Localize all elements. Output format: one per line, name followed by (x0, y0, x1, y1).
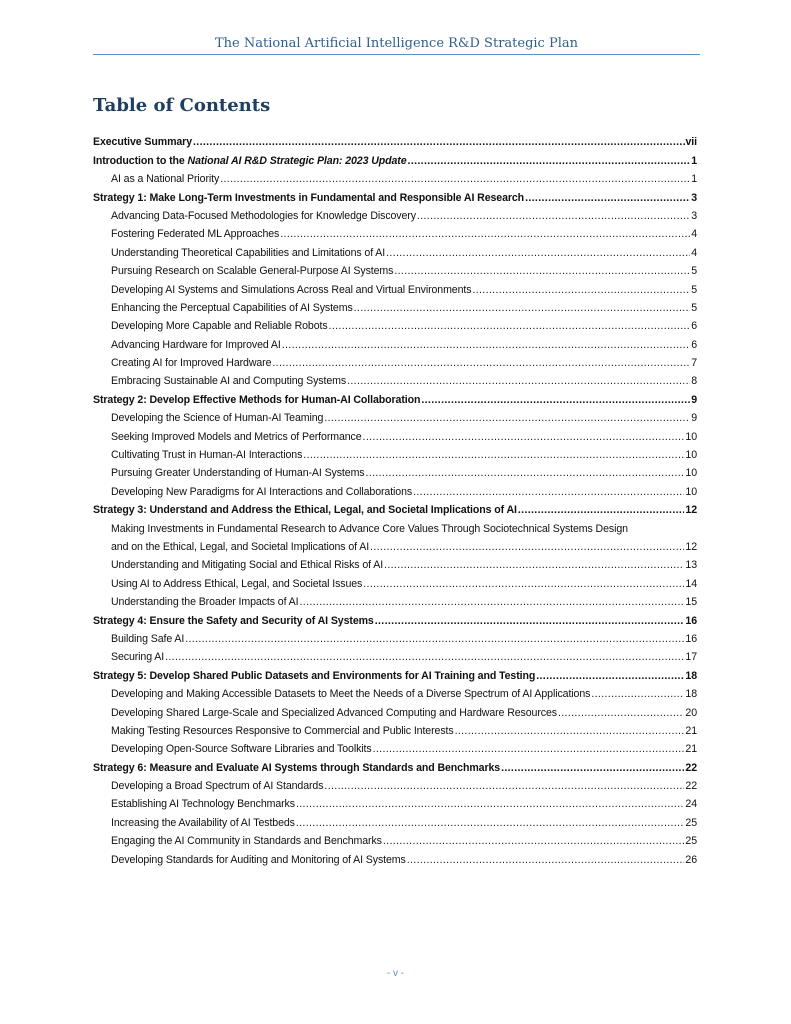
toc-entry-title (111, 449, 302, 461)
toc-entry-title (111, 210, 416, 222)
dot-leader (536, 670, 684, 682)
dot-leader (363, 578, 684, 590)
toc-entry[interactable] (93, 645, 697, 663)
toc-entry-title-part: Understanding Theoretical Capabilities and Limitations of AI (111, 246, 386, 259)
toc-entry[interactable] (93, 829, 697, 847)
toc-entry[interactable] (93, 130, 697, 148)
toc-entry-title-part: Developing a Broad Spectrum of AI Standards (111, 780, 324, 793)
toc-entry-title (111, 835, 382, 847)
dot-leader (282, 339, 690, 351)
toc-page-number: 4 (691, 246, 697, 259)
toc-entry-title-italic: National AI R&D Strategic Plan: 2023 Update (187, 154, 407, 167)
dot-leader (455, 725, 685, 737)
toc-page-number: 3 (691, 209, 697, 222)
dot-leader (421, 394, 690, 406)
toc-entry-title (111, 743, 372, 755)
toc-entry[interactable] (93, 332, 697, 350)
toc-entry-title (111, 302, 353, 314)
toc-page-number: 25 (685, 835, 697, 848)
toc-page-number: vii (685, 136, 697, 149)
toc-entry[interactable] (93, 259, 697, 277)
toc-page-number: 16 (685, 614, 697, 627)
toc-entry-title-part: Understanding the Broader Impacts of AI (111, 596, 299, 609)
toc-entry[interactable] (93, 553, 697, 571)
toc-entry-title-part: Developing More Capable and Reliable Robots (111, 320, 328, 333)
toc-entry-title (111, 265, 393, 277)
dot-leader (394, 265, 690, 277)
toc-entry[interactable] (93, 240, 697, 258)
toc-page-number: 12 (685, 541, 697, 553)
toc-entry[interactable] (93, 847, 697, 865)
toc-entry-title-part: Developing Shared Large-Scale and Specialized Advanced Computing and Hardware Resources (111, 706, 557, 719)
toc-entry-title (111, 688, 590, 700)
dot-leader (354, 302, 691, 314)
toc-page-number: 9 (691, 412, 697, 425)
toc-page-number: 8 (691, 375, 697, 388)
toc-page-number: 10 (685, 430, 697, 443)
toc-entry-title-part: Developing and Making Accessible Datasets to Meet the Needs of a Diverse Spectrum of AI Applications (111, 688, 591, 701)
dot-leader (185, 633, 684, 645)
toc-entry[interactable] (93, 810, 697, 828)
toc-entry[interactable] (93, 277, 697, 295)
dot-leader (324, 412, 690, 424)
toc-entry-title-part: Strategy 6: Measure and Evaluate AI Systems through Standards and Benchmarks (93, 761, 501, 774)
toc-page-number: 4 (691, 228, 697, 241)
toc-entry-title (111, 707, 557, 719)
toc-page-number: 13 (685, 559, 697, 572)
toc-entry-title (111, 633, 184, 645)
dot-leader (558, 707, 684, 719)
toc-entry-title (111, 284, 471, 296)
dot-leader (280, 228, 690, 240)
dot-leader (413, 486, 684, 498)
dot-leader (366, 467, 685, 479)
toc-entry-line-1 (111, 516, 697, 534)
toc-entry-title-part: AI as a National Priority (111, 173, 220, 186)
toc-entry-title (111, 412, 323, 424)
toc-page-number: 18 (685, 669, 697, 682)
dot-leader (384, 559, 684, 571)
toc-entry-title-part: Advancing Data-Focused Methodologies for Knowledge Discovery (111, 209, 416, 222)
toc-entry-title (111, 467, 365, 479)
toc-entry[interactable] (93, 516, 697, 553)
toc-entry-title-part: Developing AI Systems and Simulations Across Real and Virtual Environments (111, 283, 472, 296)
dot-leader (472, 284, 690, 296)
toc-entry[interactable] (93, 737, 697, 755)
toc-page-number: 24 (685, 798, 697, 811)
toc-entry-title-part: Introduction to the (93, 154, 188, 167)
toc-entry-title (111, 375, 346, 387)
dot-leader (591, 688, 684, 700)
toc-entry-title-part: Using AI to Address Ethical, Legal, and Societal Issues (111, 577, 363, 590)
toc-page-number: 10 (685, 449, 697, 462)
running-header-title: The National Artificial Intelligence R&D Strategic Plan (215, 36, 578, 51)
toc-entry[interactable] (93, 387, 697, 405)
dot-leader (347, 375, 690, 387)
dot-leader (501, 762, 684, 774)
toc-page-number: 22 (685, 780, 697, 793)
toc-entry-title (93, 192, 524, 204)
toc-entry-title-part: Pursuing Research on Scalable General-Purpose AI Systems (111, 265, 394, 278)
toc-entry-title (93, 136, 192, 148)
toc-entry-title-part: Establishing AI Technology Benchmarks (111, 798, 295, 811)
toc-entry[interactable] (93, 461, 697, 479)
toc-entry-title (111, 854, 406, 866)
dot-leader (363, 431, 685, 443)
toc-entry[interactable] (93, 479, 697, 497)
toc-page-number: 25 (685, 816, 697, 829)
toc-entry-title (93, 762, 500, 774)
toc-title: Table of Contents (93, 95, 271, 116)
toc-page-number: 15 (685, 596, 697, 609)
dot-leader (296, 798, 684, 810)
dot-leader (193, 136, 685, 148)
toc-page-number: 9 (691, 393, 697, 406)
toc-entry[interactable] (93, 296, 697, 314)
toc-entry[interactable] (93, 627, 697, 645)
toc-entry-title-part: and on the Ethical, Legal, and Societal Implications of AI (111, 541, 370, 553)
toc-entry-title (111, 578, 362, 590)
toc-entry-title-part: Creating AI for Improved Hardware (111, 357, 272, 370)
toc-entry-title (111, 431, 362, 443)
dot-leader (300, 596, 685, 608)
toc-entry-title (111, 780, 323, 792)
toc-page-number: 18 (685, 688, 697, 701)
toc-entry-line-2 (111, 535, 697, 553)
toc-entry[interactable] (93, 351, 697, 369)
toc-entry-title-part: Developing Open-Source Software Libraries and Toolkits (111, 743, 372, 756)
dot-leader (417, 210, 690, 222)
toc-entry-title (111, 228, 279, 240)
toc-entry-title (111, 541, 369, 553)
toc-entry[interactable] (93, 719, 697, 737)
toc-page-number: 5 (691, 283, 697, 296)
toc-entry-title-part: Pursuing Greater Understanding of Human-AI Systems (111, 467, 365, 480)
toc-entry-title (93, 670, 535, 682)
toc-entry-title (111, 247, 385, 259)
toc-entry-title (111, 173, 219, 185)
toc-entry-title (93, 155, 407, 167)
toc-entry-title-part: Embracing Sustainable AI and Computing Systems (111, 375, 347, 388)
toc-entry[interactable] (93, 700, 697, 718)
toc-page-number: 12 (685, 504, 697, 517)
toc-page-number: 6 (691, 338, 697, 351)
toc-entry-title-part: Executive Summary (93, 136, 192, 149)
dot-leader (370, 541, 684, 553)
dot-leader (407, 854, 685, 866)
toc-entry-title (93, 615, 374, 627)
toc-list (93, 130, 697, 866)
toc-page-number: 21 (685, 743, 697, 756)
toc-entry-title-part: Developing New Paradigms for AI Interactions and Collaborations (111, 485, 413, 498)
dot-leader (165, 651, 684, 663)
toc-entry-title-part: Understanding and Mitigating Social and Ethical Risks of AI (111, 559, 384, 572)
dot-leader (272, 357, 690, 369)
toc-page-number: 7 (691, 357, 697, 370)
toc-entry-title-part: Making Testing Resources Responsive to Commercial and Public Interests (111, 724, 454, 737)
toc-entry[interactable] (93, 314, 697, 332)
toc-entry-title (111, 798, 295, 810)
toc-entry-title-part: Building Safe AI (111, 632, 185, 645)
toc-page-number: 10 (685, 467, 697, 480)
toc-entry-title-part: Securing AI (111, 651, 165, 664)
toc-page-number: 1 (691, 173, 697, 186)
toc-entry[interactable] (93, 571, 697, 589)
toc-page-number: 20 (685, 706, 697, 719)
toc-page-number: 10 (685, 485, 697, 498)
toc-entry-title (111, 651, 164, 663)
dot-leader (375, 615, 685, 627)
toc-page-number: 3 (691, 191, 697, 204)
toc-page-number: 26 (685, 853, 697, 866)
toc-entry-title-part: Strategy 4: Ensure the Safety and Security of AI Systems (93, 614, 374, 627)
toc-entry[interactable] (93, 498, 697, 516)
toc-page-number: 22 (685, 761, 697, 774)
toc-entry[interactable] (93, 663, 697, 681)
toc-entry-title-part: Strategy 2: Develop Effective Methods for Human-AI Collaboration (93, 393, 421, 406)
toc-entry[interactable] (93, 590, 697, 608)
toc-entry-title-part: Fostering Federated ML Approaches (111, 228, 280, 241)
toc-entry-title-part: Strategy 5: Develop Shared Public Datasets and Environments for AI Training and Testing (93, 669, 536, 682)
toc-entry-title (111, 357, 271, 369)
toc-entry[interactable] (93, 185, 697, 203)
dot-leader (296, 817, 685, 829)
toc-entry-title-part: Seeking Improved Models and Metrics of Performance (111, 430, 362, 443)
toc-entry-title (111, 725, 454, 737)
dot-leader (303, 449, 684, 461)
toc-entry-title (93, 394, 420, 406)
toc-page-number: 17 (685, 651, 697, 664)
toc-entry-title (111, 339, 281, 351)
dot-leader (324, 780, 684, 792)
toc-entry-title (111, 559, 383, 571)
toc-page-number: 1 (691, 154, 697, 167)
toc-entry-title (111, 817, 295, 829)
toc-entry-title-part: Enhancing the Perceptual Capabilities of AI Systems (111, 301, 353, 314)
toc-entry[interactable] (93, 406, 697, 424)
toc-entry-title-part: Strategy 3: Understand and Address the Ethical, Legal, and Societal Implications of AI (93, 504, 517, 517)
toc-entry-title-part: Engaging the AI Community in Standards and Benchmarks (111, 835, 382, 848)
toc-entry[interactable] (93, 148, 697, 166)
toc-entry-title (111, 596, 299, 608)
dot-leader (525, 192, 690, 204)
toc-entry[interactable] (93, 369, 697, 387)
toc-page-number: 5 (691, 265, 697, 278)
dot-leader (373, 743, 685, 755)
toc-entry-title (93, 504, 517, 516)
toc-entry-title (111, 523, 628, 535)
header-rule (93, 54, 700, 55)
dot-leader (408, 155, 691, 167)
toc-entry[interactable] (93, 774, 697, 792)
toc-entry-title (111, 320, 328, 332)
toc-entry-title-part: Making Investments in Fundamental Research to Advance Core Values Through Sociotechnical Systems Design (111, 522, 628, 535)
toc-entry-title-part: Increasing the Availability of AI Testbeds (111, 816, 295, 829)
dot-leader (383, 835, 685, 847)
toc-entry[interactable] (93, 682, 697, 700)
toc-entry-title-part: Developing Standards for Auditing and Monitoring of AI Systems (111, 853, 406, 866)
toc-entry[interactable] (93, 424, 697, 442)
toc-entry[interactable] (93, 204, 697, 222)
toc-entry[interactable] (93, 222, 697, 240)
toc-entry-title-part: Advancing Hardware for Improved AI (111, 338, 281, 351)
dot-leader (220, 173, 690, 185)
toc-page-number: 5 (691, 301, 697, 314)
toc-entry-title-part: Developing the Science of Human-AI Teaming (111, 412, 324, 425)
toc-entry[interactable] (93, 167, 697, 185)
toc-entry-title (111, 486, 412, 498)
toc-entry-title-part: Cultivating Trust in Human-AI Interactions (111, 449, 303, 462)
dot-leader (329, 320, 691, 332)
dot-leader (518, 504, 685, 516)
toc-entry[interactable] (93, 755, 697, 773)
toc-entry-title-part: Strategy 1: Make Long-Term Investments in Fundamental and Responsible AI Research (93, 191, 525, 204)
toc-page-number: 21 (685, 724, 697, 737)
toc-entry[interactable] (93, 443, 697, 461)
toc-page-number: 16 (685, 632, 697, 645)
page-number: - v - (386, 968, 405, 979)
toc-page-number: 6 (691, 320, 697, 333)
dot-leader (386, 247, 690, 259)
toc-page-number: 14 (685, 577, 697, 590)
toc-entry[interactable] (93, 608, 697, 626)
toc-entry[interactable] (93, 792, 697, 810)
